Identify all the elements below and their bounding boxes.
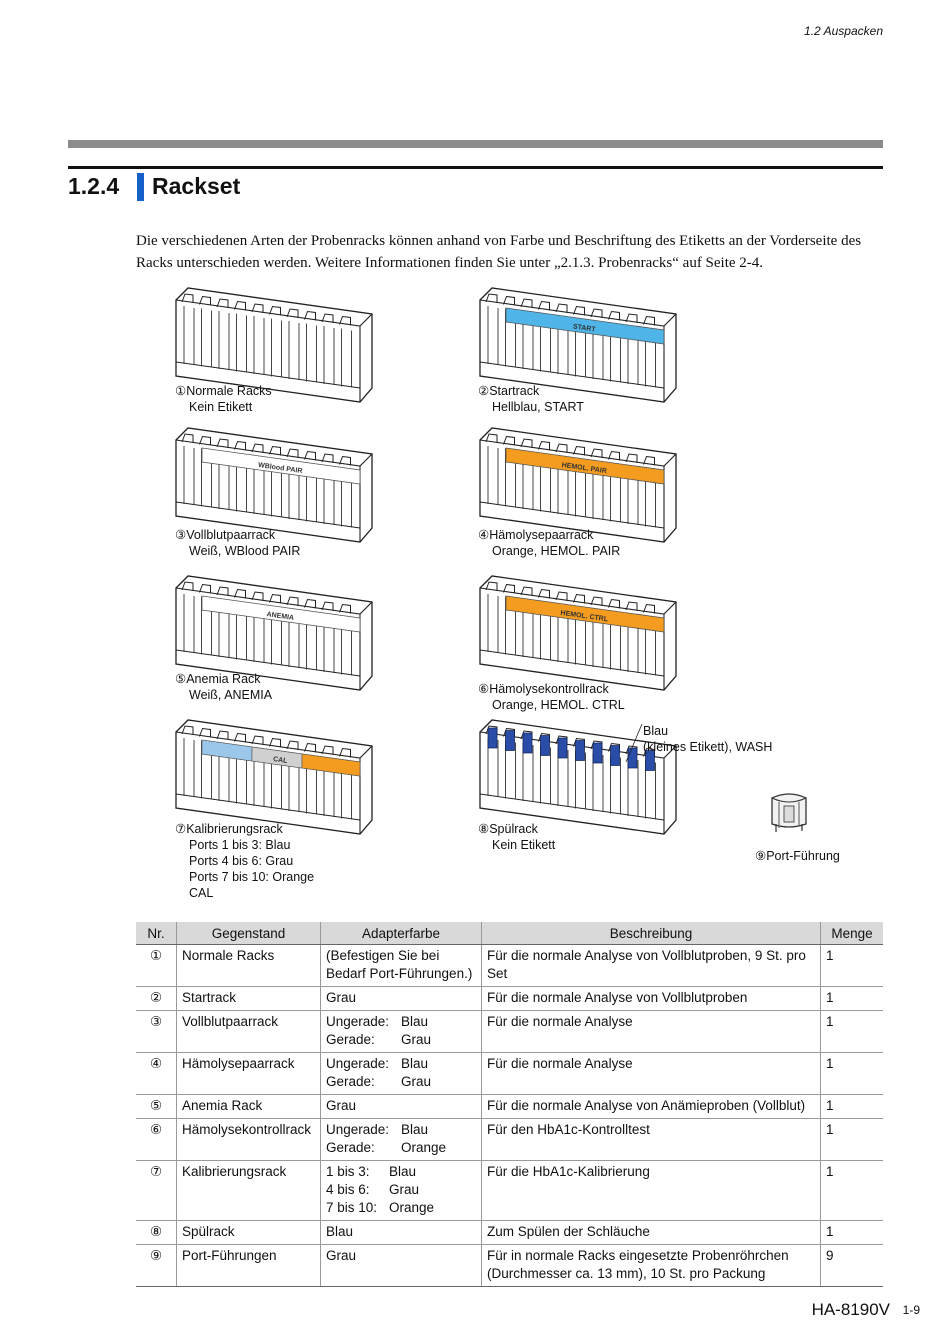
cell-desc: Zum Spülen der Schläuche bbox=[482, 1221, 821, 1245]
color-line bbox=[326, 1013, 476, 1031]
black-rule bbox=[68, 166, 883, 169]
caption-vollblutpaarrack bbox=[175, 527, 300, 559]
cell-item: Vollblutpaarrack bbox=[177, 1011, 321, 1053]
cell-nr: ⑧ bbox=[136, 1221, 177, 1245]
color-value: Grau bbox=[401, 1032, 432, 1047]
caption-title: ⑥Hämolysekontrollrack bbox=[478, 682, 609, 696]
caption-startrack bbox=[478, 383, 584, 415]
caption-anemia-rack bbox=[175, 671, 272, 703]
caption-detail: Ports 1 bis 3: Blau bbox=[189, 838, 291, 852]
wash-label-callout bbox=[643, 723, 772, 755]
running-header: 1.2 Auspacken bbox=[804, 24, 883, 38]
cell-qty: 1 bbox=[821, 1161, 884, 1221]
color-line bbox=[326, 1121, 476, 1139]
cell-desc: Für die normale Analyse bbox=[482, 1053, 821, 1095]
caption-title: ⑦Kalibrierungsrack bbox=[175, 822, 283, 836]
table-row bbox=[136, 1221, 883, 1245]
table-row bbox=[136, 1011, 883, 1053]
cell-qty: 1 bbox=[821, 1053, 884, 1095]
section-accent bbox=[137, 173, 144, 201]
wash-port-label bbox=[523, 733, 532, 753]
color-key: Ungerade: bbox=[326, 1122, 390, 1137]
table-row bbox=[136, 1095, 883, 1119]
cell-item: Normale Racks bbox=[177, 945, 321, 987]
cell-item: Port-Führungen bbox=[177, 1245, 321, 1287]
color-value: Blau bbox=[389, 1164, 417, 1179]
color-value: Blau bbox=[401, 1056, 429, 1071]
cell-desc: Für die HbA1c-Kalibrierung bbox=[482, 1161, 821, 1221]
rack-body bbox=[480, 576, 676, 690]
caption-detail: Hellblau, START bbox=[492, 400, 584, 414]
cell-nr: ④ bbox=[136, 1053, 177, 1095]
color-value: Blau bbox=[401, 1122, 429, 1137]
parts-table bbox=[136, 922, 883, 1287]
color-value: Grau bbox=[401, 1074, 432, 1089]
wash-port-label bbox=[593, 743, 602, 763]
cell-nr: ⑦ bbox=[136, 1161, 177, 1221]
section-number: 1.2.4 bbox=[68, 173, 120, 199]
rack-cal-illustration bbox=[172, 716, 377, 838]
caption-title: ②Startrack bbox=[478, 384, 540, 398]
wash-port-label bbox=[628, 748, 637, 768]
color-key: 4 bis 6: bbox=[326, 1182, 370, 1197]
caption-detail: Orange, HEMOL. CTRL bbox=[492, 698, 625, 712]
rack-body bbox=[176, 720, 372, 834]
caption-detail: Ports 4 bis 6: Grau bbox=[189, 854, 294, 868]
cell-qty: 1 bbox=[821, 1119, 884, 1161]
cell-color: Blau bbox=[321, 1221, 482, 1245]
cell-color: (Befestigen Sie bei Bedarf Port-Führungen.) bbox=[321, 945, 482, 987]
cell-item: Hämolysekontrollrack bbox=[177, 1119, 321, 1161]
color-line bbox=[326, 1073, 476, 1091]
caption-title: ③Vollblutpaarrack bbox=[175, 528, 276, 542]
color-line bbox=[326, 1139, 476, 1157]
cell-nr: ⑨ bbox=[136, 1245, 177, 1287]
color-key: Ungerade: bbox=[326, 1056, 390, 1071]
cell-desc: Für den HbA1c-Kontrolltest bbox=[482, 1119, 821, 1161]
wash-port-label bbox=[541, 736, 550, 756]
caption-detail: Ports 7 bis 10: Orange bbox=[189, 870, 315, 884]
rack-body bbox=[176, 428, 372, 542]
cell-color bbox=[321, 1119, 482, 1161]
cell-item: Spülrack bbox=[177, 1221, 321, 1245]
cell-desc: Für die normale Analyse von Vollblutproben, 9 St. pro Set bbox=[482, 945, 821, 987]
cell-color bbox=[321, 1161, 482, 1221]
cell-nr: ① bbox=[136, 945, 177, 987]
rack-label-text: START bbox=[572, 323, 596, 334]
caption-haemolysepaarrack bbox=[478, 527, 620, 559]
table-row bbox=[136, 987, 883, 1011]
cell-item: Kalibrierungsrack bbox=[177, 1161, 321, 1221]
color-key: Gerade: bbox=[326, 1032, 375, 1047]
color-line bbox=[326, 1163, 476, 1181]
footer-model: HA-8190V bbox=[811, 1300, 890, 1319]
col-header-gegenstand: Gegenstand bbox=[177, 922, 321, 945]
port-guide-icon bbox=[764, 788, 814, 834]
caption-detail: Kein Etikett bbox=[189, 400, 253, 414]
cell-desc: Für die normale Analyse von Vollblutproben bbox=[482, 987, 821, 1011]
rack-label-text: WBlood PAIR bbox=[257, 461, 303, 476]
cell-color: Grau bbox=[321, 987, 482, 1011]
cell-color: Grau bbox=[321, 1095, 482, 1119]
table-row bbox=[136, 1119, 883, 1161]
color-line bbox=[326, 1199, 476, 1217]
caption-detail: Weiß, WBlood PAIR bbox=[189, 544, 301, 558]
cell-nr: ③ bbox=[136, 1011, 177, 1053]
caption-title: ①Normale Racks bbox=[175, 384, 272, 398]
color-value: Blau bbox=[401, 1014, 429, 1029]
color-value: Orange bbox=[401, 1140, 447, 1155]
cell-item: Startrack bbox=[177, 987, 321, 1011]
caption-detail: Orange, HEMOL. PAIR bbox=[492, 544, 621, 558]
cell-qty: 1 bbox=[821, 1011, 884, 1053]
color-line bbox=[326, 1055, 476, 1073]
wash-port-label bbox=[558, 738, 567, 758]
cell-qty: 1 bbox=[821, 945, 884, 987]
footer-page-number: 1-9 bbox=[902, 1303, 920, 1317]
wash-port-label bbox=[488, 728, 497, 748]
color-value: Orange bbox=[389, 1200, 435, 1215]
table-header-row bbox=[136, 922, 883, 945]
caption-kalibrierungsrack bbox=[175, 821, 314, 901]
table-row bbox=[136, 1053, 883, 1095]
rack-hemol-ctrl-illustration bbox=[476, 572, 681, 694]
cell-qty: 1 bbox=[821, 987, 884, 1011]
callout-detail: (kleines Etikett), WASH bbox=[643, 740, 773, 754]
cell-color bbox=[321, 1053, 482, 1095]
col-header-beschreibung: Beschreibung bbox=[482, 922, 821, 945]
cell-desc: Für die normale Analyse bbox=[482, 1011, 821, 1053]
cell-qty: 9 bbox=[821, 1245, 884, 1287]
intro-paragraph: Die verschiedenen Arten der Probenracks können anhand von Farbe und Beschriftung des Etiketts an der Vorderseite des Racks unterschieden werden. Weitere Informationen finden Sie unter „2.1.3. Probenracks“ auf Seite 2-4. bbox=[136, 233, 862, 271]
caption-spuelrack bbox=[478, 821, 555, 853]
wash-port-label bbox=[506, 731, 515, 751]
caption-title: ⑤Anemia Rack bbox=[175, 672, 261, 686]
cell-nr: ② bbox=[136, 987, 177, 1011]
color-key: 7 bis 10: bbox=[326, 1200, 378, 1215]
cell-nr: ⑤ bbox=[136, 1095, 177, 1119]
caption-haemolysekontrollrack bbox=[478, 681, 625, 713]
rack-label-text: ANEMIA bbox=[266, 611, 295, 622]
cell-item: Anemia Rack bbox=[177, 1095, 321, 1119]
rack-label-text: HEMOL. PAIR bbox=[561, 461, 608, 476]
color-value: Grau bbox=[389, 1182, 420, 1197]
table-row bbox=[136, 1245, 883, 1287]
table-row bbox=[136, 1161, 883, 1221]
caption-detail: Kein Etikett bbox=[492, 838, 556, 852]
caption-normal-racks bbox=[175, 383, 272, 415]
cell-desc: Für die normale Analyse von Anämieproben (Vollblut) bbox=[482, 1095, 821, 1119]
caption-port-fuehrung: ⑨Port-Führung bbox=[755, 849, 840, 863]
color-key: Gerade: bbox=[326, 1140, 375, 1155]
color-key: Gerade: bbox=[326, 1074, 375, 1089]
rack-body bbox=[480, 428, 676, 542]
color-key: 1 bis 3: bbox=[326, 1164, 370, 1179]
rack-label-text: HEMOL. CTRL bbox=[560, 609, 609, 624]
color-key: Ungerade: bbox=[326, 1014, 390, 1029]
caption-detail: Weiß, ANEMIA bbox=[189, 688, 273, 702]
rack-label-text: CAL bbox=[272, 756, 288, 765]
caption-title: ④Hämolysepaarrack bbox=[478, 528, 594, 542]
color-line bbox=[326, 1181, 476, 1199]
section-title: Rackset bbox=[152, 173, 241, 199]
caption-title: ⑧Spülrack bbox=[478, 822, 538, 836]
cell-item: Hämolysepaarrack bbox=[177, 1053, 321, 1095]
col-header-menge: Menge bbox=[821, 922, 884, 945]
cell-nr: ⑥ bbox=[136, 1119, 177, 1161]
cell-qty: 1 bbox=[821, 1221, 884, 1245]
wash-port-label bbox=[611, 746, 620, 766]
col-header-nr: Nr. bbox=[136, 922, 177, 945]
caption-detail: CAL bbox=[189, 886, 214, 900]
table-row bbox=[136, 945, 883, 987]
callout-color: Blau bbox=[643, 724, 669, 738]
grey-bar bbox=[68, 140, 883, 148]
color-line bbox=[326, 1031, 476, 1049]
cell-color bbox=[321, 1011, 482, 1053]
cell-color: Grau bbox=[321, 1245, 482, 1287]
col-header-adapterfarbe: Adapterfarbe bbox=[321, 922, 482, 945]
wash-port-label bbox=[576, 741, 585, 761]
cell-qty: 1 bbox=[821, 1095, 884, 1119]
cell-desc: Für in normale Racks eingesetzte Probenröhrchen (Durchmesser ca. 13 mm), 10 St. pro Packung bbox=[482, 1245, 821, 1287]
